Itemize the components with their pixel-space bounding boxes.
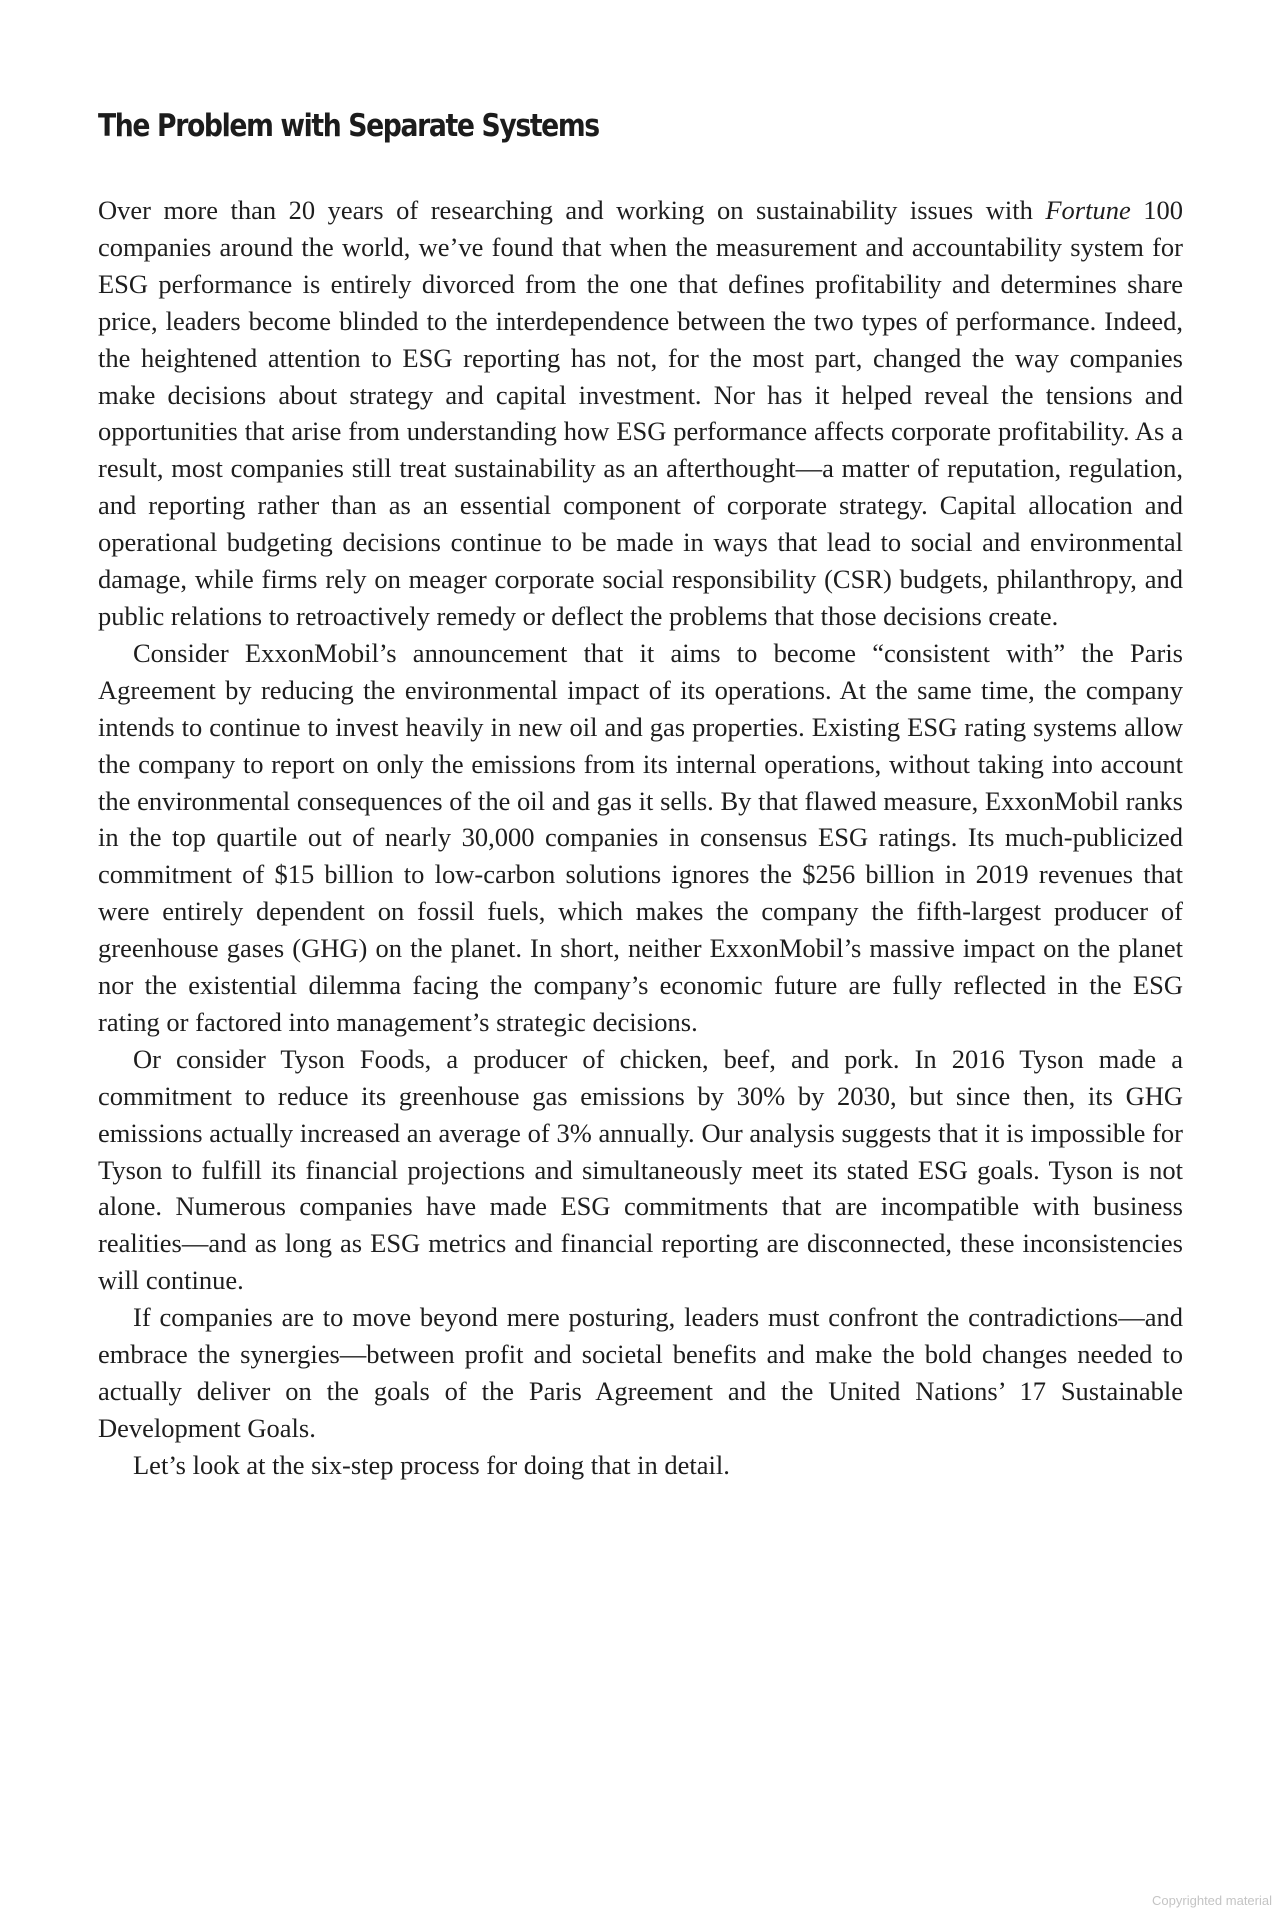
paragraph-1-body: 100 companies around the world, we’ve found that when the measurement and accountability system for ESG performance is entirely divorced from the one that defines profitability and determines share price, leaders become blinded to the interdependence between the two types of performance. Indeed, the heightened attention to ESG reporting has not, for the most part, changed the way companies make decisions about strategy and capital investment. Nor has it helped reveal the tensions and opportunities that arise from understanding how ESG performance affects corporate profitability. As a result, most companies still treat sustainability as an afterthought—a matter of reputation, regulation, and reporting rather than as an essential component of corporate strategy. Capital allocation and operational budgeting decisions continue to be made in ways that lead to social and environmental damage, while firms rely on meager corporate social responsibility (CSR) budgets, philanthropy, and public relations to retroactively remedy or deflect the problems that those decisions create. <box>98 195 1183 631</box>
paragraph-5: Let’s look at the six-step process for doing that in detail. <box>133 1449 730 1480</box>
body-text <box>98 192 1183 1484</box>
italic-fortune: Fortune <box>1045 195 1131 225</box>
paragraph-1 <box>98 192 1183 635</box>
paragraph-2: Consider ExxonMobil’s announcement that it aims to become “consistent with” the Paris Agreement by reducing the environmental impact of its operations. At the same time, the company intends to continue to invest heavily in new oil and gas properties. Existing ESG rating systems allow the company to report on only the emissions from its internal operations, without taking into account the environmental consequences of the oil and gas it sells. By that flawed measure, ExxonMobil ranks in the top quartile out of nearly 30,000 companies in consensus ESG ratings. Its much-publicized commitment of $15 billion to low-carbon solutions ignores the $256 billion in 2019 revenues that were entirely dependent on fossil fuels, which makes the company the fifth-largest producer of greenhouse gases (GHG) on the planet. In short, neither ExxonMobil’s massive impact on the planet nor the existential dilemma facing the company’s economic future are fully reflected in the ESG rating or factored into management’s strategic decisions. <box>98 637 1183 1037</box>
paragraph-3: Or consider Tyson Foods, a producer of chicken, beef, and pork. In 2016 Tyson made a commitment to reduce its greenhouse gas emissions by 30% by 2030, but since then, its GHG emissions actually increased an average of 3% annually. Our analysis suggests that it is impossible for Tyson to fulfill its financial projections and simultaneously meet its stated ESG goals. Tyson is not alone. Numerous companies have made ESG commitments that are incompatible with business realities—and as long as ESG metrics and financial reporting are disconnected, these inconsistencies will continue. <box>98 1043 1183 1296</box>
section-heading: The Problem with Separate Systems <box>98 108 599 144</box>
paragraph-4: If companies are to move beyond mere posturing, leaders must confront the contradictions—and embrace the synergies—between profit and societal benefits and make the bold changes needed to actually deliver on the goals of the Paris Agreement and the United Nations’ 17 Sustainable Development Goals. <box>98 1302 1183 1443</box>
copyright-watermark: Copyrighted material <box>1152 1893 1272 1908</box>
paragraph-1-intro: Over more than 20 years of researching and working on sustainability issues with <box>98 195 1046 225</box>
